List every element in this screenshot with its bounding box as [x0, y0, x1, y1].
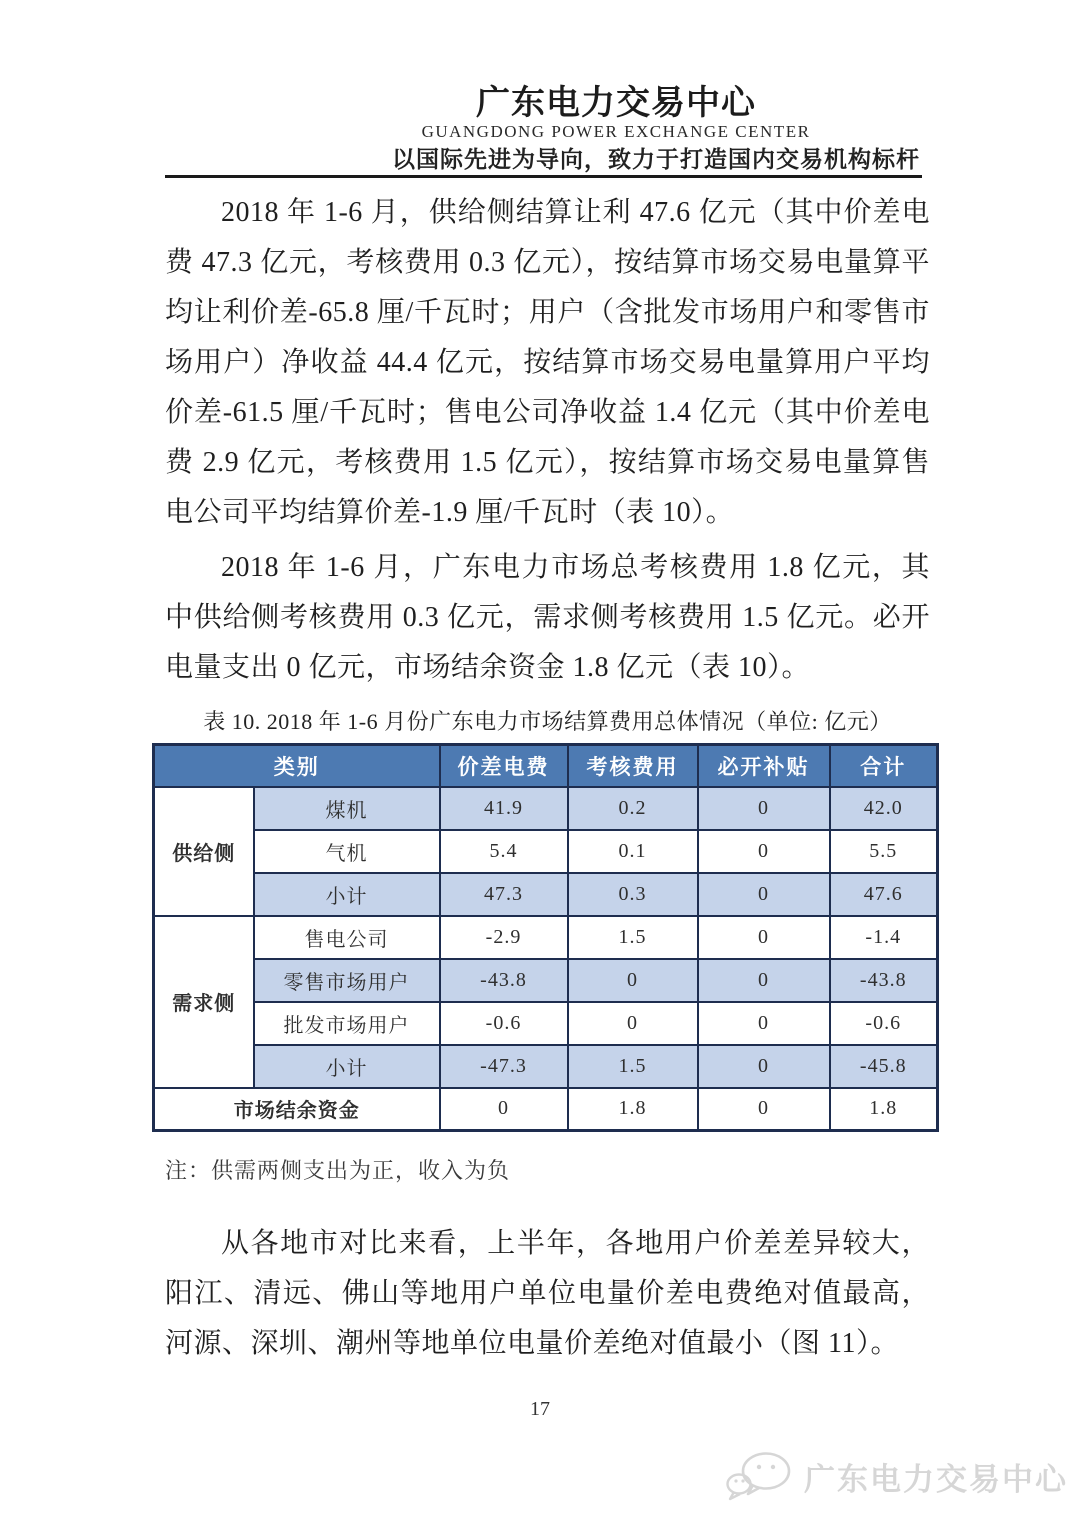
brand-subtitle: GUANGDONG POWER EXCHANGE CENTER: [421, 122, 811, 141]
table-cell: -2.9: [440, 916, 568, 959]
table-cell: 41.9: [440, 787, 568, 830]
table-cell: -43.8: [830, 959, 938, 1002]
table-cell: -1.4: [830, 916, 938, 959]
settlement-fee-table: [152, 743, 939, 1132]
header-rule: [165, 175, 922, 178]
table-cell: 47.6: [830, 873, 938, 916]
table-cell: 1.8: [568, 1088, 698, 1131]
watermark-text: 广东电力交易中心: [804, 1461, 1068, 1497]
table-cell: 0: [698, 1045, 830, 1088]
table-cell: 0: [698, 916, 830, 959]
table-row: [154, 1045, 938, 1088]
table-row: [154, 787, 938, 830]
col-header-category: 类别: [154, 745, 440, 787]
brand-title: 广东电力交易中心: [476, 84, 756, 122]
table-cell: 47.3: [440, 873, 568, 916]
group-cell-supply-side: 供给侧: [154, 787, 254, 916]
table-row: [154, 916, 938, 959]
table-cell: 0: [698, 959, 830, 1002]
table-cell: 0: [698, 873, 830, 916]
table-cell: 0: [698, 787, 830, 830]
table-cell: 0.2: [568, 787, 698, 830]
col-header-price-diff-fee: 价差电费: [440, 745, 568, 787]
table-cell: 售电公司: [254, 916, 440, 959]
page-number: 17: [530, 1398, 550, 1420]
table-cell: 小计: [254, 873, 440, 916]
table-cell: 1.8: [830, 1088, 938, 1131]
table-cell: 批发市场用户: [254, 1002, 440, 1045]
table-cell: 5.5: [830, 830, 938, 873]
table-cell: 5.4: [440, 830, 568, 873]
brand-block: [356, 85, 876, 142]
table-cell: -45.8: [830, 1045, 938, 1088]
table-cell: -47.3: [440, 1045, 568, 1088]
group-cell-demand-side: 需求侧: [154, 916, 254, 1088]
table-cell: 42.0: [830, 787, 938, 830]
table-cell: 0: [568, 959, 698, 1002]
table-note: 注：供需两侧支出为正，收入为负: [165, 1158, 511, 1183]
paragraph-assessment-fees: 2018 年 1-6 月，广东电力市场总考核费用 1.8 亿元，其中供给侧考核费用 0.3 亿元，需求侧考核费用 1.5 亿元。必开电量支出 0 亿元，市场结余资金 1.8 亿元（表 10）。: [165, 552, 930, 683]
header-tagline: 以国际先进为导向，致力于打造国内交易机构标杆: [392, 146, 920, 172]
table-caption: 表 10. 2018 年 1-6 月份广东电力市场结算费用总体情况（单位: 亿元）: [203, 709, 892, 734]
col-header-total: 合计: [830, 745, 938, 787]
table-cell: 0: [698, 1088, 830, 1131]
table-cell: 煤机: [254, 787, 440, 830]
table-row: [154, 1002, 938, 1045]
table-row: [154, 873, 938, 916]
table-row: [154, 959, 938, 1002]
table-header-row: [154, 745, 938, 787]
table-cell: 小计: [254, 1045, 440, 1088]
paragraph-settlement-summary: 2018 年 1-6 月，供给侧结算让利 47.6 亿元（其中价差电费 47.3 亿元，考核费用 0.3 亿元），按结算市场交易电量算平均让利价差-65.8 厘/千瓦时；用户（含批发市场用户和零售市场用户）净收益 44.4 亿元，按结算市场交易电量算用户平均价差-61.5 厘/千瓦时；售电公司净收益 1.4 亿元（其中价差电费 2.9 亿元，考核费用 1.5 亿元），按结算市场交易电量算售电公司平均结算价差-1.9 厘/千瓦时（表 10）。: [165, 197, 930, 528]
table-cell: -0.6: [440, 1002, 568, 1045]
table-cell: 1.5: [568, 916, 698, 959]
table-cell: 零售市场用户: [254, 959, 440, 1002]
table-cell: -43.8: [440, 959, 568, 1002]
table-cell: 0: [698, 1002, 830, 1045]
paragraph-city-comparison: 从各地市对比来看，上半年，各地用户价差差异较大，阳江、清远、佛山等地用户单位电量价差电费绝对值最高，河源、深圳、潮州等地单位电量价差绝对值最小（图 11）。: [165, 1228, 930, 1359]
wechat-icon: [726, 1450, 796, 1502]
table-cell: 0.3: [568, 873, 698, 916]
table-cell: 气机: [254, 830, 440, 873]
table-cell: 0: [568, 1002, 698, 1045]
table-summary-row: [154, 1088, 938, 1131]
table-cell: -0.6: [830, 1002, 938, 1045]
summary-label-cell: 市场结余资金: [154, 1088, 440, 1131]
col-header-must-run-subsidy: 必开补贴: [698, 745, 830, 787]
table-cell: 0: [698, 830, 830, 873]
footer-watermark: [726, 1450, 1068, 1502]
table-cell: 0.1: [568, 830, 698, 873]
page-header: [0, 0, 1080, 178]
table-row: [154, 830, 938, 873]
col-header-assessment-fee: 考核费用: [568, 745, 698, 787]
table-cell: 0: [440, 1088, 568, 1131]
table-cell: 1.5: [568, 1045, 698, 1088]
page-content: [0, 188, 1080, 1369]
